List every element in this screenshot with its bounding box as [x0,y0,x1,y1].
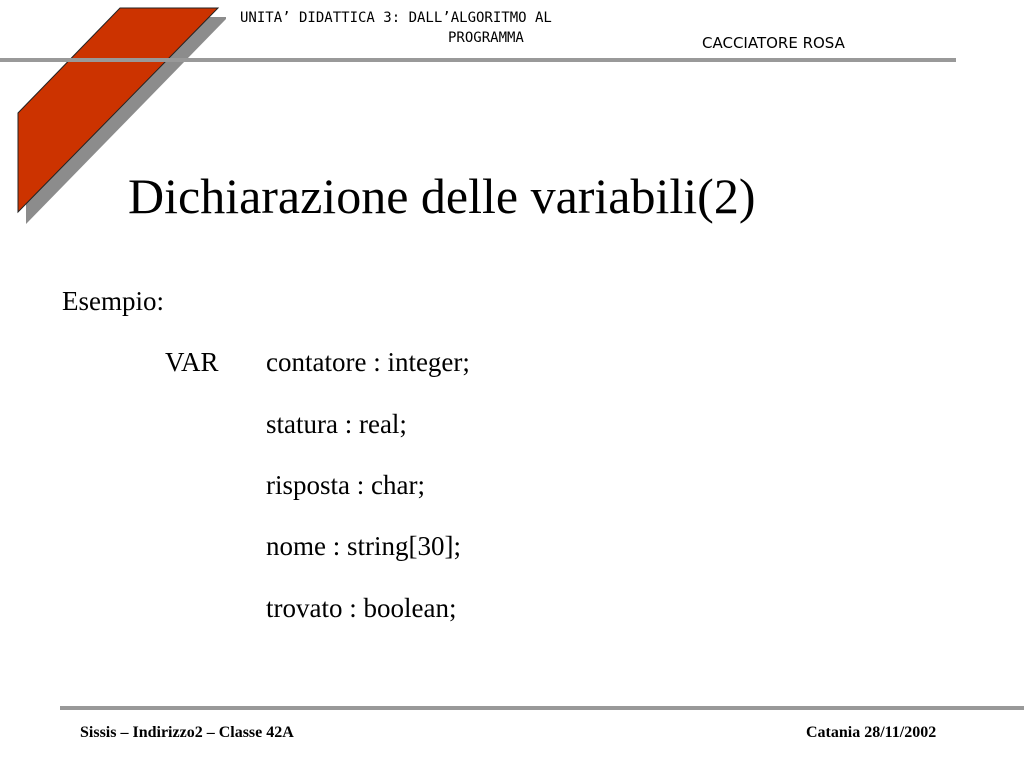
example-label: Esempio: [62,286,164,316]
declaration-line: nome : string[30]; [266,531,461,561]
slide-title: Dichiarazione delle variabili(2) [128,168,756,224]
declaration-line: contatore : integer; [266,347,470,377]
unit-title-line2: PROGRAMMA [448,30,524,46]
unit-title-line1: UNITA’ DIDATTICA 3: DALL’ALGORITMO AL [240,10,552,26]
header-divider [0,58,956,62]
footer-date: Catania 28/11/2002 [806,724,937,741]
declaration-line: statura : real; [266,409,407,439]
declaration-line: risposta : char; [266,470,425,500]
declaration-line: trovato : boolean; [266,593,457,623]
var-keyword: VAR [165,347,219,377]
author-name: CACCIATORE ROSA [702,34,845,52]
footer-divider [60,706,1024,710]
footer-course: Sissis – Indirizzo2 – Classe 42A [80,724,294,741]
